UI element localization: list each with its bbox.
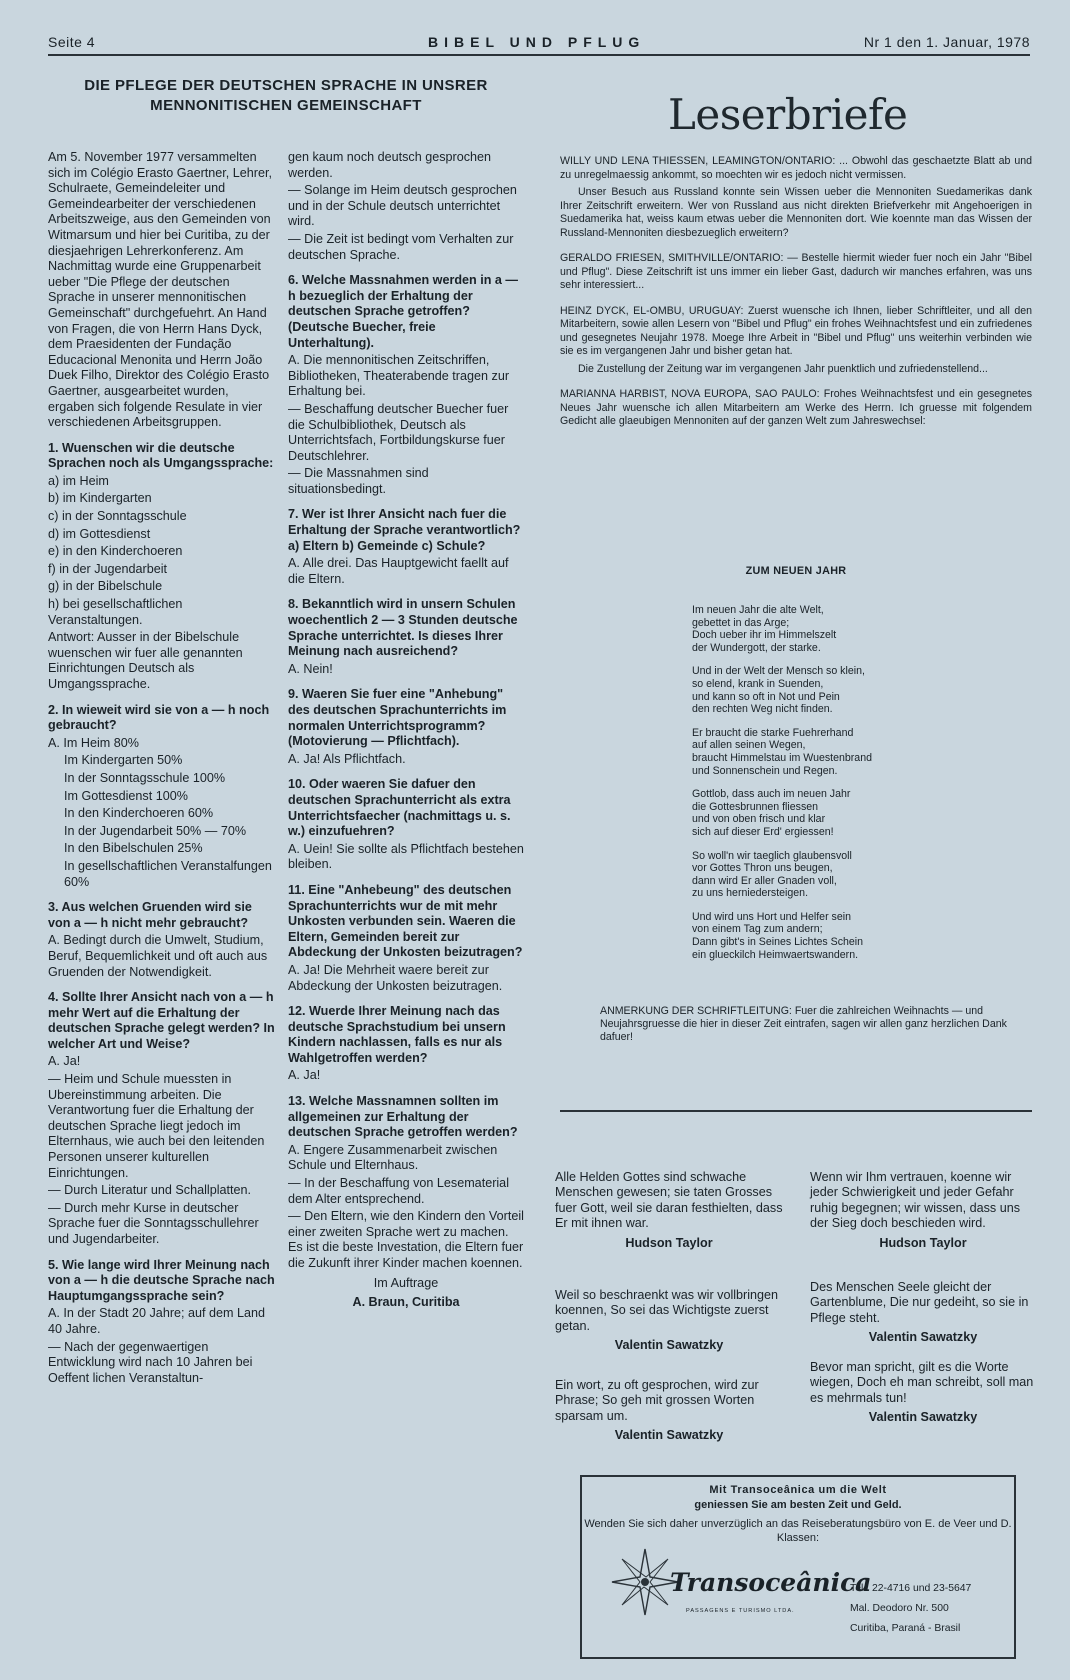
section-rule: [560, 1110, 1032, 1112]
paragraph: — Nach der gegenwaertigen Entwicklung wird nach 10 Jahren bei Oeffent lichen Veranstaltun-: [48, 1339, 253, 1385]
quote: Bevor man spricht, gilt es die Worte wiegen, Doch eh man schreibt, soll man es mehrmals tun! Valentin Sawatzky: [810, 1360, 1034, 1425]
quote: Ein wort, zu oft gesprochen, wird zur Phrase; So geh mit grossen Worten sparsam um. Valentin Sawatzky: [555, 1378, 759, 1443]
poem-stanza: [692, 665, 1002, 715]
letter-paragraph: [560, 186, 1032, 240]
poem-stanza: [692, 604, 1002, 654]
answer-line: A. Alle drei. Das Hauptgewicht faellt auf die Eltern.: [288, 556, 509, 586]
answer-line: Im Kindergarten 50%: [64, 753, 183, 768]
poem-line: dann wird Er aller Gnaden voll,: [692, 874, 837, 887]
letter-paragraph: [560, 155, 1032, 182]
letter-writer: HEINZ DYCK, EL-OMBU, URUGUAY:: [560, 304, 748, 317]
paragraph: — Die Zeit ist bedingt vom Verhalten zur deutschen Sprache.: [288, 231, 514, 262]
letter-text: Frohes Weihnachtsfest und ein gesegnetes Neues Jahr wuensche ich allen Mitarbeitern am Werke des Herrn. Ich gruesse mit folgendem Gedicht alle glaeubigen Mennoniten auf der ganzen Welt zum Jahreswechsel:: [560, 388, 1032, 427]
answer-line: d) im Gottesdienst: [48, 526, 151, 541]
question: 12. Wuerde Ihrer Meinung nach das deutsche Sprachstudium bei unsern Kindern nachlassen, falls es nur als Wahlgetroffen werden?: [288, 1004, 506, 1065]
poem-stanza: [692, 788, 1002, 838]
paragraph: — Solange im Heim deutsch gesprochen und in der Schule deutsch unterrichtet wird.: [288, 183, 517, 229]
answer-line: In den Kinderchoeren 60%: [64, 806, 214, 821]
poem-line: zu uns herniedersteigen.: [692, 887, 809, 900]
poem-stanza: [692, 850, 1002, 900]
poem-stanza: [692, 727, 1002, 777]
letter-writer: MARIANNA HARBIST, NOVA EUROPA, SAO PAULO:: [560, 388, 824, 400]
answer-line: Im Gottesdienst 100%: [64, 788, 188, 803]
poem-line: und kann so oft in Not und Pein: [692, 690, 840, 703]
question: 13. Welche Massnamnen sollten im allgemeinen zur Erhaltung der deutschen Sprache getroffen werden?: [288, 1094, 518, 1140]
article-column-1: [48, 150, 276, 1388]
paragraph: — Durch Literatur und Schallplatten.: [48, 1183, 252, 1198]
answer-line: h) bei gesellschaftlichen Veranstaltungen.: [48, 597, 183, 627]
ad-logo-subtitle: PASSAGENS E TURISMO LTDA.: [686, 1608, 795, 1614]
paragraph: — Die Massnahmen sind situationsbedingt.: [288, 466, 429, 496]
poem-line: und Sonnenschein und Regen.: [692, 764, 838, 777]
poem-line: den rechten Weg nicht finden.: [692, 703, 833, 716]
letters-title: Leserbriefe: [668, 90, 908, 139]
poem-line: auf allen seinen Wegen,: [692, 739, 806, 752]
answer-line: In der Jugendarbeit 50% — 70%: [64, 823, 247, 838]
page-number: Seite 4: [48, 34, 96, 50]
question: 8. Bekanntlich wird in unsern Schulen woechentlich 2 — 3 Stunden deutsche Sprache unterrichtet. Is dieses Ihrer Meinung nach ausreichend?: [288, 597, 518, 659]
question: 11. Eine "Anhebeung" des deutschen Sprachunterrichts wur de mit mehr Unkosten verbunden sein. Waeren die Eltern, Gemeinden bereit zur Abdeckung der Unkosten beizutragen?: [288, 882, 523, 960]
poem-line: So woll'n wir taeglich glaubensvoll: [692, 849, 852, 862]
answer-line: A. Engere Zusammenarbeit zwischen Schule und Elternhaus.: [288, 1142, 498, 1173]
paragraph: — In der Beschaffung von Lesematerial dem Alter entsprechend.: [288, 1176, 509, 1206]
answer-line: A. Nein!: [288, 661, 333, 676]
paragraph: — Durch mehr Kurse in deutscher Sprache fuer die Sonntagsschullehrer und Jugendarbeiter.: [48, 1200, 259, 1246]
answer-line: c) in der Sonntagsschule: [48, 509, 187, 524]
signature-label: Im Auftrage: [373, 1275, 439, 1290]
answer-line: A. Im Heim 80%: [48, 735, 139, 750]
question: 1. Wuenschen wir die deutsche Sprachen noch als Umgangssprache:: [48, 440, 274, 471]
answer-line: A. Ja!: [48, 1054, 81, 1069]
poem-line: sich auf dieser Erd' ergiessen!: [692, 825, 834, 838]
poem-stanza: [692, 911, 1002, 961]
poem-line: Er braucht die starke Fuehrerhand: [692, 726, 854, 739]
answer-line: A. In der Stadt 20 Jahre; auf dem Land 40 Jahre.: [48, 1306, 266, 1336]
quote: Des Menschen Seele gleicht der Gartenblume, Die nur gedeiht, so sie in Pflege steht. Valentin Sawatzky: [810, 1280, 1029, 1345]
answer-line: In gesellschaftlichen Veranstalfungen 60%: [64, 858, 272, 889]
answer-line: b) im Kindergarten: [48, 491, 152, 506]
paragraph: — Beschaffung deutscher Buecher fuer die Schulbibliothek, Deutsch als Unterrichtsfach, Fortbildungskurse fuer Deutschlehrer.: [288, 401, 509, 463]
letter-text: ... Obwohl das geschaetzte Blatt ab und zu unregelmaessig ankommt, so moechten wir es jedoch nicht vermissen.: [560, 155, 1032, 181]
poem-line: so elend, krank in Suenden,: [692, 677, 824, 690]
poem-line: Gottlob, dass auch im neuen Jahr: [692, 788, 851, 801]
question: 7. Wer ist Ihrer Ansicht nach fuer die Erhaltung der Sprache verantwortlich? a) Eltern b) Gemeinde c) Schule?: [288, 507, 521, 553]
ad-text: Wenden Sie sich daher unverzüglich an das Reiseberatungsbüro von E. de Veer und D. Klassen:: [584, 1518, 1012, 1544]
letter-text: Zuerst wuensche ich Ihnen, lieber Schriftleiter, und all den Mitarbeitern, sowie allen Lesern von "Bibel und Pflug" ein frohes Weihnachtsfest und ein zufriedenes und gesegnetes Neujahr 1978. Moege Ihre Arbeit in "Bibel und Pflug" uns weiterhin verbinden wie sie es im vergangenen Jahr und bisher getan hat.: [560, 304, 1032, 357]
poem-line: Doch ueber ihr im Himmelszelt: [692, 629, 837, 642]
answer-line: g) in der Bibelschule: [48, 579, 163, 594]
poem-line: die Gottesbrunnen fliessen: [692, 800, 819, 813]
quote: Weil so beschraenkt was wir vollbringen koennen, So sei das Wichtigste zuerst getan. Valentin Sawatzky: [555, 1288, 779, 1353]
letter-paragraph: [560, 305, 1032, 359]
quote: Alle Helden Gottes sind schwache Menschen gewesen; sie taten Grosses fuer Gott, weil sie daran festhielten, dass Er mit ihnen war. Hudson Taylor: [555, 1170, 783, 1250]
ad-logo: Transoceânica: [670, 1568, 872, 1597]
article-column-2: [288, 150, 524, 1313]
answer-line: A. Uein! Sie sollte als Pflichtfach bestehen bleiben.: [288, 841, 524, 872]
poem-line: ein glueckilch Heimwaertswandern.: [692, 948, 859, 961]
poem-line: braucht Himmelstau im Wuestenbrand: [692, 751, 872, 764]
letter-paragraph: [560, 388, 1032, 429]
poem-line: Und wird uns Hort und Helfer sein: [692, 910, 851, 923]
answer-line: In der Sonntagsschule 100%: [64, 770, 226, 785]
poem-title: ZUM NEUEN JAHR: [745, 565, 847, 577]
paragraph: gen kaum noch deutsch gesprochen werden.: [288, 150, 492, 180]
letter-text: Die Zustellung der Zeitung war im vergangenen Jahr puenktlich und zufriedenstellend...: [578, 362, 988, 375]
paragraph: — Heim und Schule muessten in Ubereinstimmung arbeiten. Die Verantwortung fuer die Erhaltung der deutschen Sprache liegt jedoch im Elternhaus, wie auch bei den leitenden Personen unserer kulturellen Einrichtungen.: [48, 1072, 265, 1180]
question: 5. Wie lange wird Ihrer Meinung nach von a — h die deutsche Sprache nach Hauptumgangssprache sein?: [48, 1257, 275, 1303]
poem-line: der Wundergott, der starke.: [692, 641, 821, 654]
quote: Wenn wir Ihm vertrauen, koenne wir jeder Schwierigkeit und jeder Gefahr ruhig begegnen; wir wissen, dass uns der Sieg doch beschieden wird. Hudson Taylor: [810, 1170, 1021, 1250]
header-rule: [48, 54, 1030, 56]
question: 9. Waeren Sie fuer eine "Anhebung" des deutschen Sprachunterrichts im normalen Unterrichtsprogramm? (Motovierung — Pflichtfach).: [288, 687, 507, 749]
letter-text: — Bestelle hiermit wieder fuer noch ein Jahr "Bibel und Pflug". Diese Zeitschrift ist uns immer ein lieber Gast, dadurch wir manches erfahren, was uns sehr interessiert...: [560, 252, 1032, 291]
answer-line: a) im Heim: [48, 473, 109, 488]
newspaper-name: BIBEL UND PFLUG: [428, 34, 646, 50]
ad-contact: Tel.: 22-4716 und 23-5647 Mal. Deodoro Nr. 500 Curitiba, Paraná - Brasil: [850, 1583, 972, 1634]
question: 10. Oder waeren Sie dafuer den deutschen Sprachunterricht als extra Unterrichtsfaecher (nachmittags u. s. w.) einzufuehren?: [288, 777, 511, 839]
ad-subline: geniessen Sie am besten Zeit und Geld.: [694, 1499, 902, 1511]
poem-line: und von oben frisch und klar: [692, 813, 826, 826]
answer-line: A. Bedingt durch die Umwelt, Studium, Beruf, Bequemlichkeit und oft auch aus Gruenden der Notwendigkeit.: [48, 933, 268, 979]
paragraph: — Den Eltern, wie den Kindern den Vorteil einer zweiten Sprache wert zu machen. Es ist die beste Investation, die Eltern fuer die Zukunft ihrer Kinder machen koennen.: [288, 1209, 524, 1270]
letter-writer: GERALDO FRIESEN, SMITHVILLE/ONTARIO:: [560, 252, 788, 264]
poem-line: von einem Tag zum andern;: [692, 923, 823, 936]
answer-line: A. Ja!: [288, 1068, 321, 1083]
poem-line: Dann gibt's in Seines Lichtes Schein: [692, 936, 864, 949]
signature-name: A. Braun, Curitiba: [352, 1295, 460, 1310]
letter-paragraph: [560, 363, 1032, 377]
article-title: DIE PFLEGE DER DEUTSCHEN SPRACHE IN UNSRER MENNONITISCHEN GEMEINSCHAFT: [84, 77, 488, 114]
question: 3. Aus welchen Gruenden wird sie von a — h nicht mehr gebraucht?: [48, 900, 252, 930]
issue-date: Nr 1 den 1. Januar, 1978: [863, 34, 1030, 50]
question: 2. In wieweit wird sie von a — h noch gebraucht?: [48, 702, 270, 733]
question: 4. Sollte Ihrer Ansicht nach von a — h mehr Wert auf die Erhaltung der deutschen Sprache gelegt werden? In welcher Art und Weise?: [48, 990, 275, 1051]
poem-line: vor Gottes Thron uns beugen,: [692, 862, 833, 875]
editor-note: ANMERKUNG DER SCHRIFTLEITUNG: Fuer die zahlreichen Weihnachts — und Neujahrsgruesse die hier in dieser Zeit eintrafen, sagen wir allen ganz herzlichen Dank dafuer!: [600, 1005, 1007, 1043]
letter-writer: WILLY UND LENA THIESSEN, LEAMINGTON/ONTARIO:: [560, 155, 840, 167]
poem-line: Und in der Welt der Mensch so klein,: [692, 665, 865, 678]
paragraph: Antwort: Ausser in der Bibelschule wuenschen wir fuer alle genannten Einrichtungen Deutsch als Umgangssprache.: [48, 630, 243, 691]
paragraph: Am 5. November 1977 versammelten sich im Colégio Erasto Gaertner, Lehrer, Schulraete, Gemeindeleiter und Gemeindearbeiter der verschiedenen Arbeitszweige, aus den Gemeinden von Witmarsum und hier bei Curitiba, zu der diesjaehrigen Lehrerkonferenz. Am Nachmittag wurde eine Gruppenarbeit ueber "Die Pflege der deutschen Sprache in unserer mennonitischen Gemeinschaft" durchgefuehrt. An Hand von Fragen, die von Herrn Hans Dyck, dem Praesidenten der Fundação Educacional Menonita und Herrn João Duek Filho, Direktor des Colégio Erasto Gaertner, ausgearbeitet wurden, ergaben sich folgende Resulate in vier verschiedenen Arbeitsgruppen.: [48, 150, 272, 430]
answer-line: A. Ja! Die Mehrheit waere bereit zur Abdeckung der Unkosten beizutragen.: [288, 962, 503, 993]
letters-section: [560, 155, 1032, 441]
ad-headline: Mit Transoceânica um die Welt: [709, 1484, 887, 1496]
answer-line: e) in den Kinderchoeren: [48, 544, 183, 559]
poem-line: gebettet in das Arge;: [692, 616, 790, 629]
page-header: [48, 34, 1030, 56]
poem: [692, 604, 1002, 972]
poem-line: Im neuen Jahr die alte Welt,: [692, 604, 824, 616]
answer-line: In den Bibelschulen 25%: [64, 841, 203, 856]
answer-line: A. Die mennonitischen Zeitschriffen, Bibliotheken, Theaterabende tragen zur Erhaltung bei.: [288, 353, 510, 399]
travel-advertisement: [580, 1475, 1016, 1659]
answer-line: f) in der Jugendarbeit: [48, 561, 168, 576]
question: 6. Welche Massnahmen werden in a — h bezueglich der Erhaltung der deutschen Sprache getroffen? (Deutsche Buecher, freie Unterhaltung).: [288, 273, 519, 350]
letter-paragraph: [560, 252, 1032, 293]
answer-line: A. Ja! Als Pflichtfach.: [288, 751, 406, 766]
letter-text: Unser Besuch aus Russland konnte sein Wissen ueber die Mennoniten Suedamerikas dank Ihrer Zeitschrift erweitern. Wer von Russland aus nicht direkten Briefverkehr mit Angehoerigen in Suedamerika hat, weiss kaum etwas ueber die Mennoniten dort. Wie koennte man das Wissen der Russland-Mennoniten diesbezueglich erweitern?: [560, 186, 1032, 239]
